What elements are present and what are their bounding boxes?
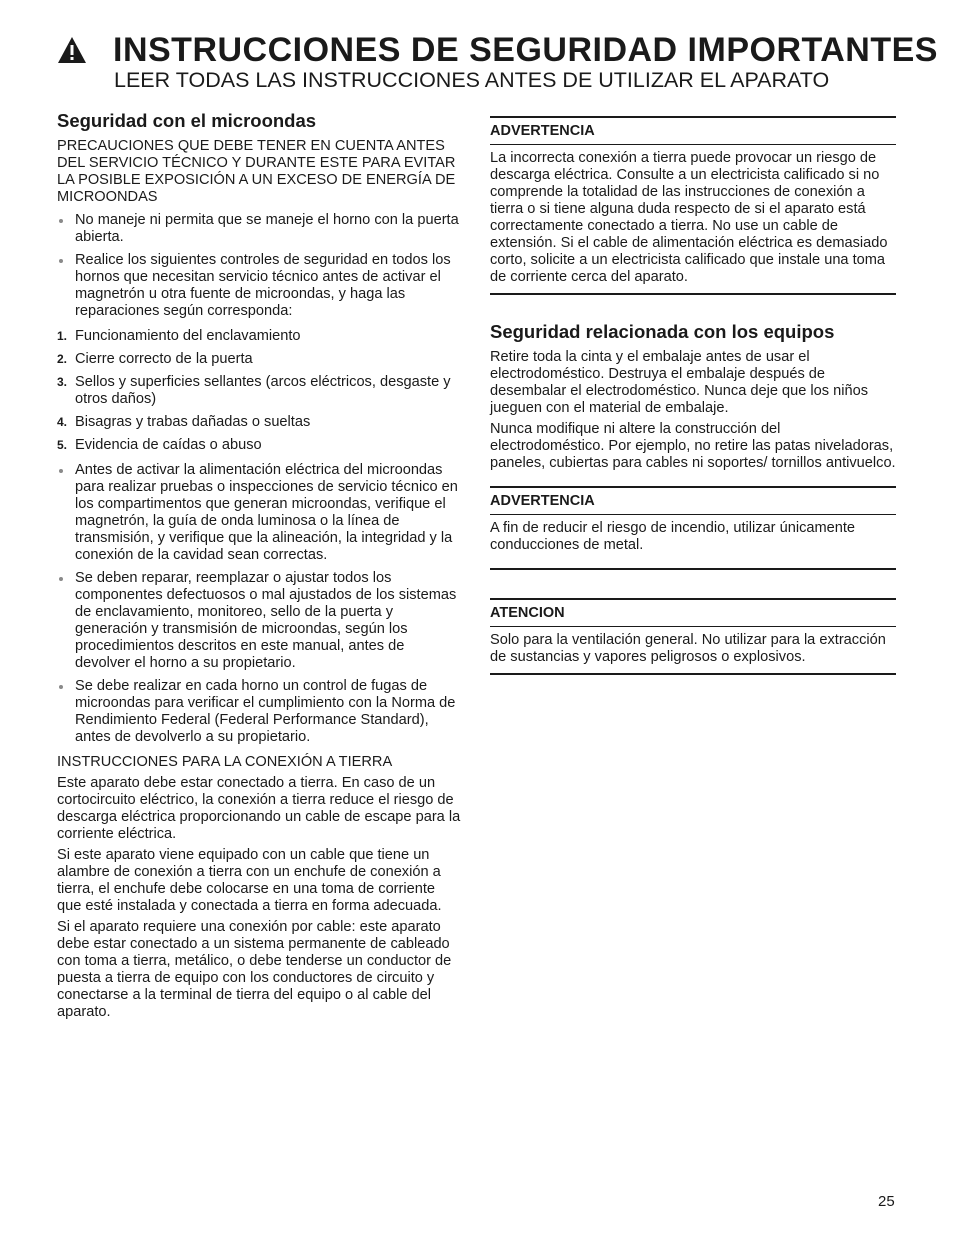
- warning-box-grounding: [490, 116, 896, 295]
- list-item: 5. Evidencia de caídas o abuso: [57, 437, 262, 453]
- list-item: 4. Bisagras y trabas dañadas o sueltas: [57, 414, 311, 430]
- page-header: [57, 30, 938, 92]
- bullet-list-b: [57, 462, 462, 746]
- caution-label: ATENCION: [490, 600, 896, 627]
- list-item: No maneje ni permita que se maneje el horno con la puerta abierta.: [57, 212, 462, 246]
- grounding-paragraph: Si este aparato viene equipado con un cable que tiene un alambre de conexión a tierra con un enchufe de conexión a tierra, el enchufe debe colocarse en una toma de corriente que esté instalada y conectada a tierra en forma adecuada.: [57, 847, 442, 914]
- list-item: 3. Sellos y superficies sellantes (arcos eléctricos, desgaste y otros daños): [57, 374, 451, 407]
- right-column: [490, 116, 896, 675]
- precautions-intro: PRECAUCIONES QUE DEBE TENER EN CUENTA ANTES DEL SERVICIO TÉCNICO Y DURANTE ESTE PARA EVITAR LA POSIBLE EXPOSICIÓN A UN EXCESO DE ENERGÍA DE MICROONDAS: [57, 138, 456, 205]
- bullet-list-a: [57, 212, 462, 320]
- page-subtitle: LEER TODAS LAS INSTRUCCIONES ANTES DE UTILIZAR EL APARATO: [114, 68, 830, 92]
- caution-box-ventilation: [490, 598, 896, 675]
- grounding-paragraph: Si el aparato requiere una conexión por cable: este aparato debe estar conectado a un sistema permanente de cableado con toma a tierra, metálico, o debe tenderse un conductor de puesta a tierra de equipo con los conductores de circuito y conectarse a la terminal de tierra del equipo o al cable del aparato.: [57, 919, 452, 1020]
- warning-box-fire: [490, 486, 896, 570]
- list-item: Realice los siguientes controles de seguridad en todos los hornos que necesitan servicio técnico antes de activar el magnetrón u otra fuente de microondas, y haga las reparaciones según corresponda:: [57, 252, 462, 320]
- warning-text: A fin de reducir el riesgo de incendio, utilizar únicamente conducciones de metal.: [490, 520, 856, 553]
- warning-label: ADVERTENCIA: [490, 488, 896, 515]
- list-item: 2. Cierre correcto de la puerta: [57, 351, 253, 367]
- warning-triangle-icon: [57, 32, 113, 69]
- caution-text: Solo para la ventilación general. No utilizar para la extracción de sustancias y vapores peligrosos o explosivos.: [490, 632, 886, 665]
- equipment-safety-heading: Seguridad relacionada con los equipos: [490, 321, 835, 342]
- title-row: [57, 30, 938, 70]
- check-steps-list: [57, 328, 462, 454]
- bullet-icon: [59, 577, 63, 581]
- equipment-paragraph: Nunca modifique ni altere la construcción del electrodoméstico. Por ejemplo, no retire las patas niveladoras, paneles, cubiertas para cables ni soportes/ tornillos antivuelco.: [490, 421, 896, 471]
- bullet-icon: [59, 259, 63, 263]
- list-item: Se debe realizar en cada horno un control de fugas de microondas para verificar el cumplimiento con la Norma de Rendimiento Federal (Federal Performance Standard), antes de devolverlo a su propietario.: [57, 678, 462, 746]
- grounding-paragraph: Este aparato debe estar conectado a tierra. En caso de un cortocircuito eléctrico, la conexión a tierra reduce el riesgo de descarga eléctrica proporcionando un cable de escape para la corriente eléctrica.: [57, 775, 461, 842]
- list-item: Se deben reparar, reemplazar o ajustar todos los componentes defectuosos o mal ajustados de los sistemas de enclavamiento, monitoreo, sello de la puerta y generación y transmisión de microondas, según los procedimientos descritos en este manual, antes de devolver el horno a su propietario.: [57, 570, 462, 672]
- page-title: INSTRUCCIONES DE SEGURIDAD IMPORTANTES: [113, 31, 938, 69]
- microwave-safety-heading: Seguridad con el microondas: [57, 110, 317, 131]
- warning-text: La incorrecta conexión a tierra puede provocar un riesgo de descarga eléctrica. Consulte a un electricista calificado si no comprende la totalidad de las instrucciones de conexión a tierra o si tiene alguna duda respecto de si el aparato está correctamente conectado a tierra. No use un cable de extensión. Si el cable de alimentación eléctrica es demasiado corto, solicite a un electricista calificado que instale una toma de corriente cerca del aparato.: [490, 150, 888, 285]
- bullet-icon: [59, 219, 63, 223]
- bullet-icon: [59, 469, 63, 473]
- bullet-icon: [59, 685, 63, 689]
- list-item: 1. Funcionamiento del enclavamiento: [57, 328, 301, 344]
- warning-label: ADVERTENCIA: [490, 118, 896, 145]
- equipment-paragraph: Retire toda la cinta y el embalaje antes de usar el electrodoméstico. Destruya el embalaje después de desembalar el electrodoméstico. Nunca deje que los niños jueguen con el material de embalaje.: [490, 349, 869, 416]
- page-number: 25: [878, 1193, 895, 1210]
- grounding-title: INSTRUCCIONES PARA LA CONEXIÓN A TIERRA: [57, 754, 393, 770]
- list-item: Antes de activar la alimentación eléctrica del microondas para realizar pruebas o inspecciones de servicio técnico en los compartimentos que generan microondas, verifique el magnetrón, la guía de onda luminosa o la línea de transmisión, y verifique que la alineación, la integridad y la conexión de la cavidad sean correctas.: [57, 462, 462, 564]
- left-column: [57, 110, 462, 1025]
